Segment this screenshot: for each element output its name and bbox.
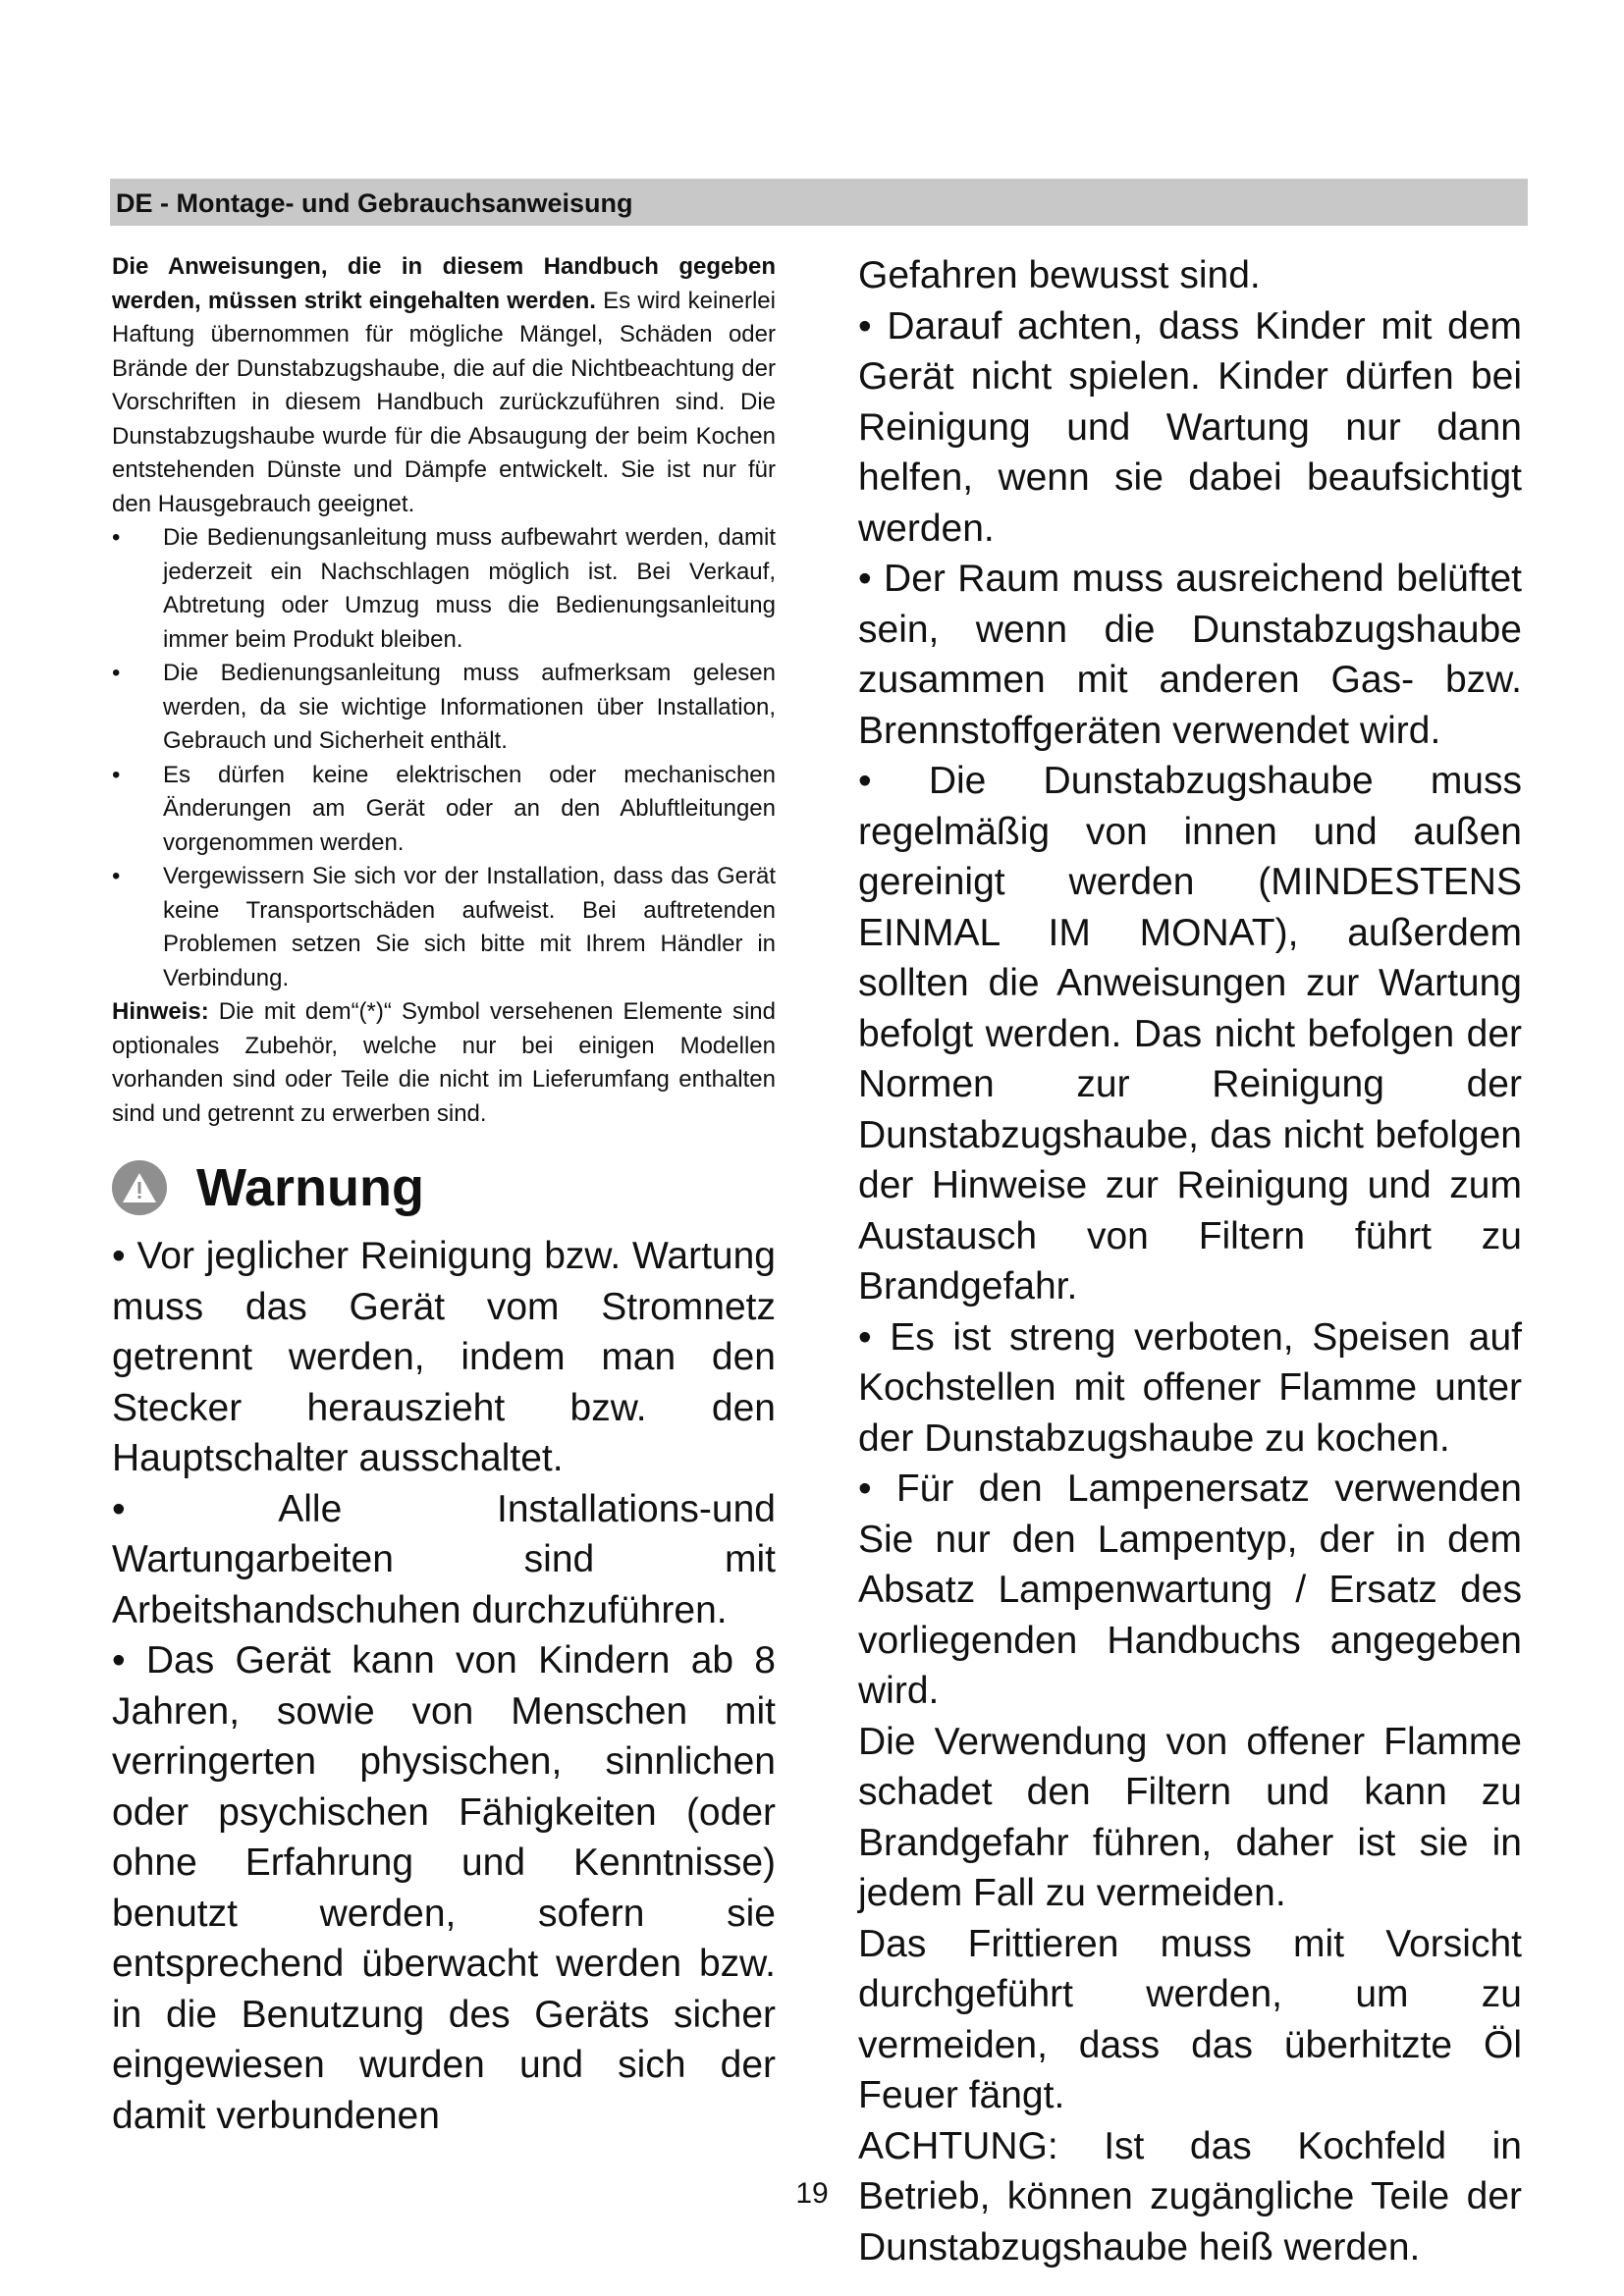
note-text: Die mit dem“(*)“ Symbol versehenen Elemente sind optionales Zubehör, welche nur bei einigen Modellen vorhanden sind oder Teile die nicht im Lieferumfang enthalten sind und getrennt zu erwerben sind. [112,998,776,1127]
intro-paragraph [112,250,776,521]
bullet-dot: • [112,863,121,889]
warning-title: Warnung [196,1158,424,1217]
bullet-item [112,860,776,995]
bullet-text: Die Bedienungsanleitung muss aufbewahrt werden, damit jederzeit ein Nachschlagen möglich ist. Bei Verkauf, Abtretung oder Umzug muss die Bedienungsanleitung immer beim Produkt bleiben. [163,524,776,653]
warning-paragraph: • Alle Installations-und Wartungarbeiten sind mit Arbeitshandschuhen durchzuführen. [112,1487,776,1631]
intro-text: Es wird keinerlei Haftung übernommen für mögliche Mängel, Schäden oder Brände der Dunstabzugshaube, die auf die Nichtbeachtung der Vorschriften in diesem Handbuch zurückzuführen sind. Die Dunstabzugshaube wurde für die Absaugung der beim Kochen entstehenden Dünste und Dämpfe entwickelt. Sie ist nur für den Hausgebrauch geeignet. [112,287,776,517]
bullet-dot: • [112,524,121,551]
bullet-text: Es dürfen keine elektrischen oder mechanischen Änderungen am Gerät oder an den Abluftleitungen vorgenommen werden. [163,761,776,856]
warning-triangle-icon [112,1160,167,1215]
left-column [112,250,776,2141]
warning-paragraph: Die Verwendung von offener Flamme schadet den Filtern und kann zu Brandgefahr führen, daher ist sie in jedem Fall zu vermeiden. [858,1720,1522,1914]
bullet-item [112,759,776,861]
instruction-bullet-list [112,521,776,995]
warning-paragraph: • Die Dunstabzugshaube muss regelmäßig von innen und außen gereinigt werden (MINDESTENS EINMAL IM MONAT), außerdem sollten die Anweisungen zur Wartung befolgt werden. Das nicht befolgen der Normen zur Reinigung der Dunstabzugshaube, das nicht befolgen der Hinweise zur Reinigung und zum Austausch von Filtern führt zu Brandgefahr. [858,760,1522,1308]
warning-paragraph: • Der Raum muss ausreichend belüftet sein, wenn die Dunstabzugshaube zusammen mit anderen Gas- bzw. Brennstoffgeräten verwendet wird. [858,558,1522,752]
page-number: 19 [795,2177,829,2210]
intro-bold-text: Die Anweisungen, die in diesem Handbuch gegeben werden, müssen strikt eingehalten werden. [112,253,776,314]
warning-heading [112,1152,776,1223]
warning-paragraph: • Für den Lampenersatz verwenden Sie nur den Lampentyp, der in dem Absatz Lampenwartung / Ersatz des vorliegenden Handbuchs angegeben wird. [858,1468,1522,1712]
note-paragraph [112,995,776,1131]
section-header-bar [110,179,1528,226]
warning-paragraph: • Das Gerät kann von Kindern ab 8 Jahren, sowie von Menschen mit verringerten physischen, sinnlichen oder psychischen Fähigkeiten (oder ohne Erfahrung und Kenntnisse) benutzt werden, sofern sie entsprechend überwacht werden bzw. in die Benutzung des Geräts sicher eingewiesen wurden und sich der damit verbundenen [112,1639,776,2137]
bullet-text: Vergewissern Sie sich vor der Installation, dass das Gerät keine Transportschäden aufweist. Bei auftretenden Problemen setzen Sie sich bitte mit Ihrem Händler in Verbindung. [163,863,776,991]
bullet-dot: • [112,761,121,788]
warning-paragraph: • Es ist streng verboten, Speisen auf Kochstellen mit offener Flamme unter der Dunstabzugshaube zu kochen. [858,1315,1522,1460]
note-label: Hinweis: [112,998,209,1025]
warning-paragraph: • Darauf achten, dass Kinder mit dem Gerät nicht spielen. Kinder dürfen bei Reinigung und Wartung nur dann helfen, wenn sie dabei beaufsichtigt werden. [858,304,1522,550]
warning-paragraph: • Vor jeglicher Reinigung bzw. Wartung muss das Gerät vom Stromnetz getrennt werden, indem man den Stecker herauszieht bzw. den Hauptschalter ausschaltet. [112,1235,776,1479]
bullet-item [112,657,776,759]
bullet-dot: • [112,660,121,686]
bullet-text: Die Bedienungsanleitung muss aufmerksam gelesen werden, da sie wichtige Informationen über Installation, Gebrauch und Sicherheit enthält. [163,660,776,754]
bullet-item [112,521,776,657]
warning-paragraph: Gefahren bewusst sind. [858,254,1261,296]
right-column [858,250,1522,2272]
warning-paragraph: ACHTUNG: Ist das Kochfeld in Betrieb, können zugängliche Teile der Dunstabzugshaube heiß werden. [858,2124,1522,2269]
section-title: DE - Montage- und Gebrauchsanweisung [116,188,633,218]
warning-paragraph: Das Frittieren muss mit Vorsicht durchgeführt werden, um zu vermeiden, dass das überhitzte Öl Feuer fängt. [858,1922,1522,2116]
